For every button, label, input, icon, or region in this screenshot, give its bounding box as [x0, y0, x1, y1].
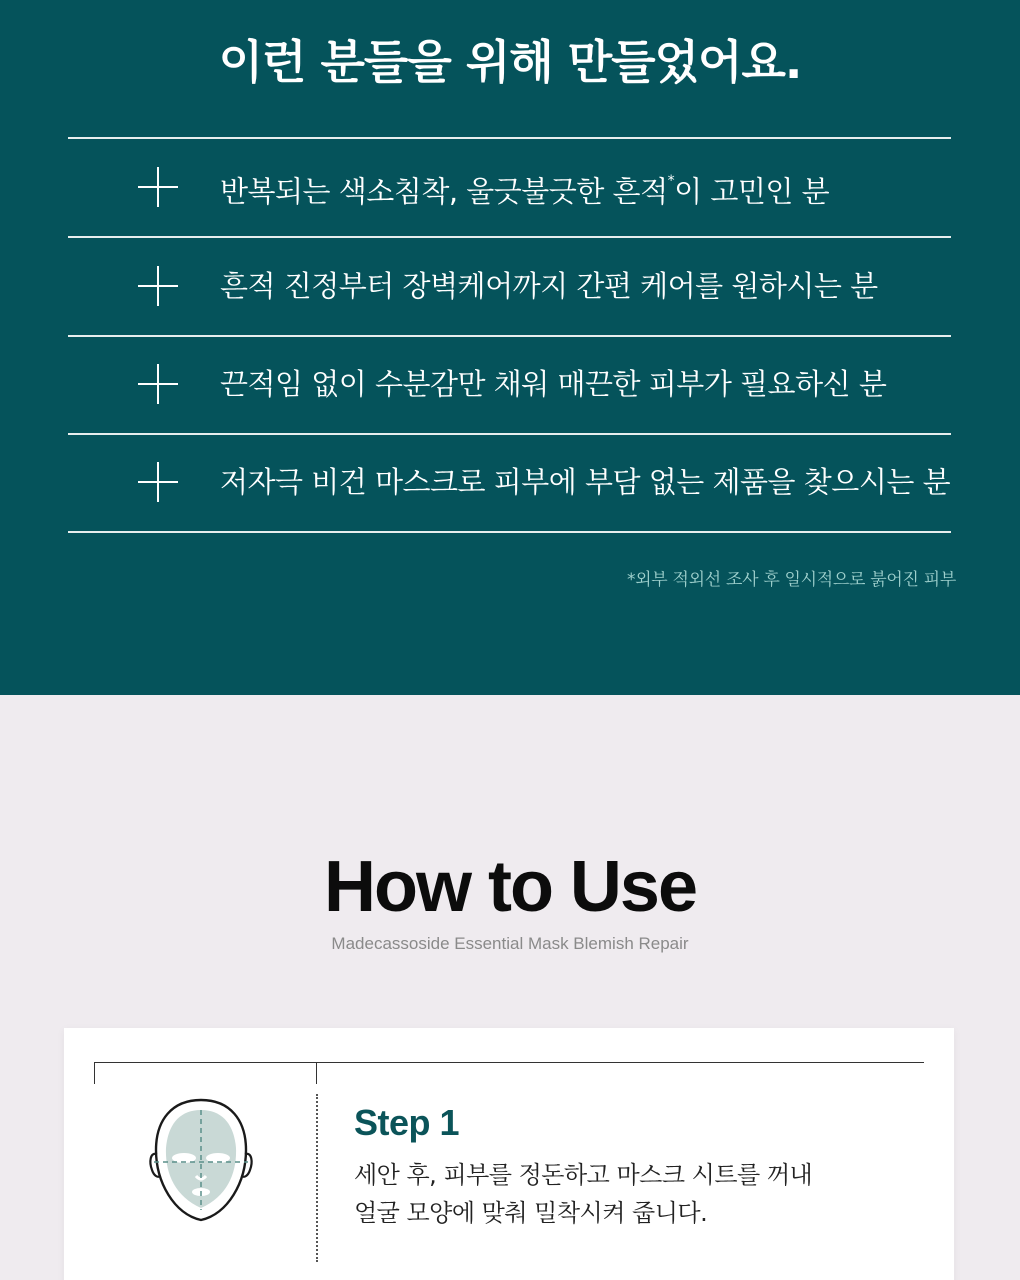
step-description-line: 세안 후, 피부를 정돈하고 마스크 시트를 꺼내 [354, 1161, 813, 1189]
list-item-text: 흔적 진정부터 장벽케어까지 간편 케어를 원하시는 분 [220, 269, 878, 303]
plus-icon [138, 462, 178, 502]
product-name: Madecassoside Essential Mask Blemish Repair [331, 934, 689, 953]
list-item [68, 139, 951, 235]
list-item [68, 238, 951, 334]
footnote-mark: * [667, 173, 675, 189]
step-description [354, 1156, 812, 1232]
list-item [68, 434, 951, 530]
list-item-text: 저자극 비건 마스크로 피부에 부담 없는 제품을 찾으시는 분 [220, 465, 951, 499]
face-mask-icon [148, 1096, 254, 1224]
list-item [68, 336, 951, 432]
plus-icon [138, 167, 178, 207]
dotted-divider [316, 1094, 318, 1262]
footnote: *외부 적외선 조사 후 일시적으로 붉어진 피부 [626, 570, 956, 590]
divider [68, 531, 951, 533]
plus-icon [138, 266, 178, 306]
card-tick [94, 1062, 95, 1084]
step-title: Step 1 [354, 1102, 460, 1143]
card-divider [94, 1062, 924, 1063]
card-tick [316, 1062, 317, 1084]
step-card [64, 1028, 954, 1280]
how-to-use-title: How to Use [323, 847, 697, 927]
list-item-text: 끈적임 없이 수분감만 채워 매끈한 피부가 필요하신 분 [220, 367, 887, 401]
plus-icon [138, 364, 178, 404]
list-item-text-after: 이 고민인 분 [674, 174, 830, 209]
step-description-line: 얼굴 모양에 맞춰 밀착시켜 줍니다. [354, 1199, 708, 1227]
section-title: 이런 분들을 위해 만들었어요. [218, 35, 802, 89]
list-item-text: 반복되는 색소침착, 울긋불긋한 흔적 [220, 174, 668, 209]
